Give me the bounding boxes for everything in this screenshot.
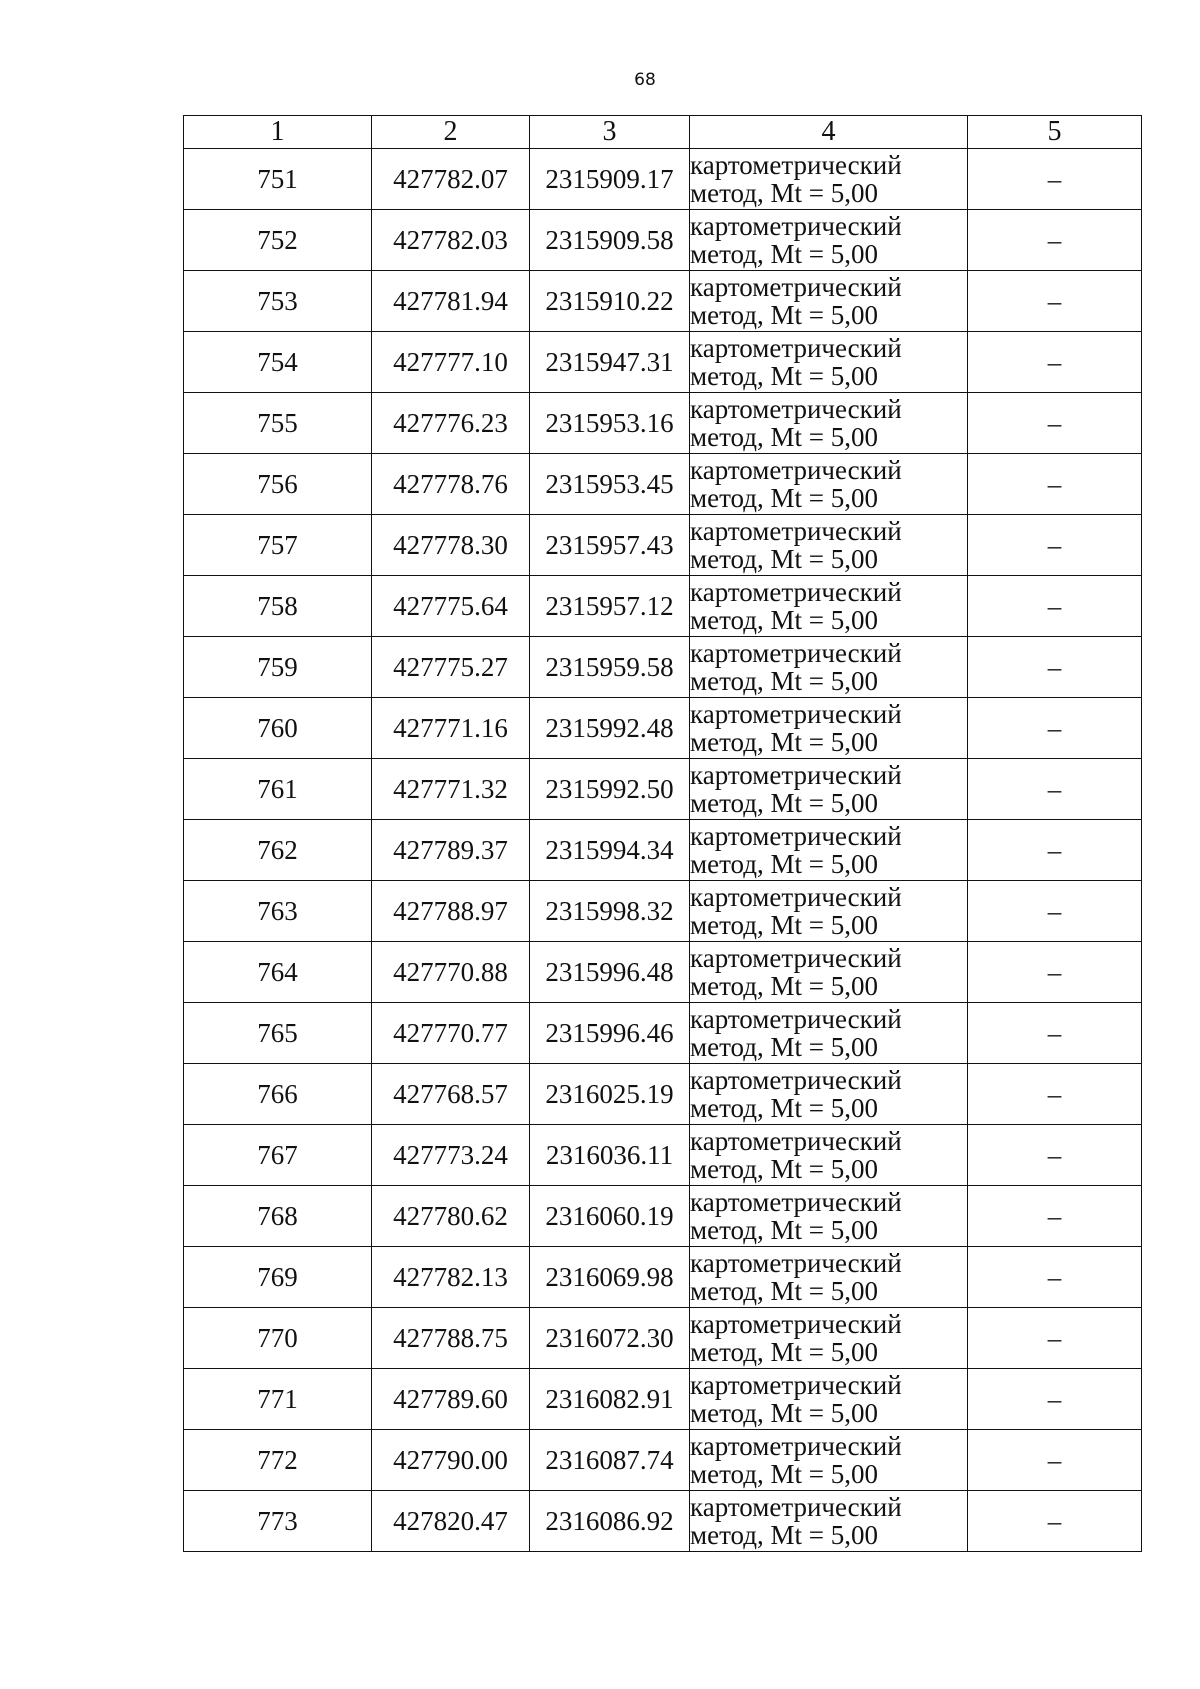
point-number-cell: 758 [184,576,372,637]
y-coordinate-cell: 2315994.34 [530,820,690,881]
x-coordinate-cell: 427781.94 [372,271,530,332]
y-coordinate-cell: 2315957.12 [530,576,690,637]
method-line-2: метод, Mt = 5,00 [690,605,878,635]
method-line-1: картометрический [690,1065,902,1095]
method-line-1: картометрический [690,1309,902,1339]
table-row [184,881,1142,942]
y-coordinate-cell: 2315998.32 [530,881,690,942]
method-cell [690,1430,968,1491]
table-row [184,1125,1142,1186]
table-row [184,1247,1142,1308]
column-5-cell: – [968,1247,1142,1308]
method-line-1: картометрический [690,821,902,851]
column-5-cell: – [968,576,1142,637]
x-coordinate-cell: 427789.37 [372,820,530,881]
table-row [184,1491,1142,1552]
method-line-1: картометрический [690,1126,902,1156]
point-number-cell: 753 [184,271,372,332]
column-5-cell: – [968,332,1142,393]
method-line-2: метод, Mt = 5,00 [690,422,878,452]
column-5-cell: – [968,1125,1142,1186]
method-line-1: картометрический [690,1248,902,1278]
method-line-2: метод, Mt = 5,00 [690,727,878,757]
x-coordinate-cell: 427771.16 [372,698,530,759]
method-cell [690,820,968,881]
method-line-1: картометрический [690,1370,902,1400]
point-number-cell: 756 [184,454,372,515]
method-cell [690,942,968,1003]
point-number-cell: 754 [184,332,372,393]
table-row [184,576,1142,637]
point-number-cell: 766 [184,1064,372,1125]
method-line-1: картометрический [690,211,902,241]
y-coordinate-cell: 2315959.58 [530,637,690,698]
method-line-1: картометрический [690,699,902,729]
table-row [184,332,1142,393]
method-cell [690,149,968,210]
table-row [184,515,1142,576]
table-row [184,698,1142,759]
point-number-cell: 763 [184,881,372,942]
method-cell [690,637,968,698]
table-row [184,1186,1142,1247]
x-coordinate-cell: 427768.57 [372,1064,530,1125]
method-cell [690,1064,968,1125]
method-line-2: метод, Mt = 5,00 [690,1337,878,1367]
column-5-cell: – [968,1064,1142,1125]
x-coordinate-cell: 427782.13 [372,1247,530,1308]
method-cell [690,1369,968,1430]
x-coordinate-cell: 427778.30 [372,515,530,576]
table-row [184,271,1142,332]
y-coordinate-cell: 2315996.46 [530,1003,690,1064]
method-line-1: картометрический [690,272,902,302]
x-coordinate-cell: 427775.64 [372,576,530,637]
method-line-1: картометрический [690,943,902,973]
method-cell [690,393,968,454]
table-row [184,454,1142,515]
y-coordinate-cell: 2316060.19 [530,1186,690,1247]
method-cell [690,1003,968,1064]
method-line-1: картометрический [690,516,902,546]
table-row [184,210,1142,271]
method-line-2: метод, Mt = 5,00 [690,666,878,696]
column-5-cell: – [968,1491,1142,1552]
x-coordinate-cell: 427788.97 [372,881,530,942]
y-coordinate-cell: 2316082.91 [530,1369,690,1430]
method-line-2: метод, Mt = 5,00 [690,483,878,513]
method-line-2: метод, Mt = 5,00 [690,239,878,269]
x-coordinate-cell: 427770.88 [372,942,530,1003]
table-row [184,1369,1142,1430]
method-line-2: метод, Mt = 5,00 [690,1154,878,1184]
y-coordinate-cell: 2315996.48 [530,942,690,1003]
method-cell [690,881,968,942]
method-line-1: картометрический [690,1492,902,1522]
method-line-2: метод, Mt = 5,00 [690,178,878,208]
method-line-1: картометрический [690,455,902,485]
point-number-cell: 761 [184,759,372,820]
table-row [184,820,1142,881]
column-5-cell: – [968,149,1142,210]
method-line-2: метод, Mt = 5,00 [690,1215,878,1245]
point-number-cell: 759 [184,637,372,698]
y-coordinate-cell: 2315909.17 [530,149,690,210]
x-coordinate-cell: 427789.60 [372,1369,530,1430]
method-line-2: метод, Mt = 5,00 [690,971,878,1001]
y-coordinate-cell: 2315953.16 [530,393,690,454]
column-5-cell: – [968,454,1142,515]
point-number-cell: 755 [184,393,372,454]
method-cell [690,454,968,515]
method-line-1: картометрический [690,577,902,607]
y-coordinate-cell: 2315957.43 [530,515,690,576]
method-cell [690,576,968,637]
method-line-2: метод, Mt = 5,00 [690,1032,878,1062]
table-row [184,1430,1142,1491]
header-col-2: 2 [372,116,530,149]
table-row [184,942,1142,1003]
point-number-cell: 752 [184,210,372,271]
column-5-cell: – [968,637,1142,698]
table-row [184,393,1142,454]
x-coordinate-cell: 427790.00 [372,1430,530,1491]
point-number-cell: 767 [184,1125,372,1186]
method-cell [690,698,968,759]
x-coordinate-cell: 427782.07 [372,149,530,210]
column-5-cell: – [968,515,1142,576]
point-number-cell: 765 [184,1003,372,1064]
method-line-1: картометрический [690,1004,902,1034]
x-coordinate-cell: 427771.32 [372,759,530,820]
x-coordinate-cell: 427788.75 [372,1308,530,1369]
x-coordinate-cell: 427778.76 [372,454,530,515]
column-5-cell: – [968,393,1142,454]
y-coordinate-cell: 2316072.30 [530,1308,690,1369]
column-5-cell: – [968,881,1142,942]
header-col-5: 5 [968,116,1142,149]
table-body [184,149,1142,1552]
x-coordinate-cell: 427775.27 [372,637,530,698]
point-number-cell: 764 [184,942,372,1003]
point-number-cell: 768 [184,1186,372,1247]
header-col-1: 1 [184,116,372,149]
method-line-2: метод, Mt = 5,00 [690,1459,878,1489]
method-line-1: картометрический [690,882,902,912]
method-line-1: картометрический [690,150,902,180]
column-5-cell: – [968,1186,1142,1247]
point-number-cell: 769 [184,1247,372,1308]
method-line-1: картометрический [690,333,902,363]
point-number-cell: 760 [184,698,372,759]
method-line-2: метод, Mt = 5,00 [690,910,878,940]
column-5-cell: – [968,1369,1142,1430]
method-cell [690,210,968,271]
table-header-row [184,116,1142,149]
table-row [184,149,1142,210]
method-line-2: метод, Mt = 5,00 [690,300,878,330]
method-line-2: метод, Mt = 5,00 [690,1093,878,1123]
column-5-cell: – [968,942,1142,1003]
table-row [184,637,1142,698]
column-5-cell: – [968,698,1142,759]
y-coordinate-cell: 2315992.50 [530,759,690,820]
method-cell [690,332,968,393]
method-cell [690,1125,968,1186]
table-row [184,1003,1142,1064]
header-col-3: 3 [530,116,690,149]
y-coordinate-cell: 2316036.11 [530,1125,690,1186]
point-number-cell: 757 [184,515,372,576]
column-5-cell: – [968,271,1142,332]
method-line-2: метод, Mt = 5,00 [690,1276,878,1306]
point-number-cell: 770 [184,1308,372,1369]
point-number-cell: 773 [184,1491,372,1552]
method-line-2: метод, Mt = 5,00 [690,544,878,574]
coordinates-table [183,115,1142,1552]
y-coordinate-cell: 2316069.98 [530,1247,690,1308]
y-coordinate-cell: 2315910.22 [530,271,690,332]
method-line-2: метод, Mt = 5,00 [690,849,878,879]
x-coordinate-cell: 427780.62 [372,1186,530,1247]
method-cell [690,1247,968,1308]
method-cell [690,759,968,820]
method-line-2: метод, Mt = 5,00 [690,1520,878,1550]
column-5-cell: – [968,1430,1142,1491]
x-coordinate-cell: 427770.77 [372,1003,530,1064]
table-row [184,759,1142,820]
method-line-1: картометрический [690,1431,902,1461]
column-5-cell: – [968,759,1142,820]
table-row [184,1308,1142,1369]
method-cell [690,1308,968,1369]
table-row [184,1064,1142,1125]
y-coordinate-cell: 2315947.31 [530,332,690,393]
method-cell [690,515,968,576]
method-cell [690,1491,968,1552]
x-coordinate-cell: 427820.47 [372,1491,530,1552]
method-line-2: метод, Mt = 5,00 [690,788,878,818]
y-coordinate-cell: 2315909.58 [530,210,690,271]
column-5-cell: – [968,210,1142,271]
header-col-4: 4 [690,116,968,149]
y-coordinate-cell: 2315992.48 [530,698,690,759]
y-coordinate-cell: 2316025.19 [530,1064,690,1125]
x-coordinate-cell: 427773.24 [372,1125,530,1186]
x-coordinate-cell: 427782.03 [372,210,530,271]
column-5-cell: – [968,1308,1142,1369]
point-number-cell: 771 [184,1369,372,1430]
x-coordinate-cell: 427777.10 [372,332,530,393]
method-cell [690,1186,968,1247]
column-5-cell: – [968,1003,1142,1064]
method-cell [690,271,968,332]
column-5-cell: – [968,820,1142,881]
method-line-1: картометрический [690,394,902,424]
page-number: 68 [634,70,656,90]
method-line-1: картометрический [690,760,902,790]
method-line-2: метод, Mt = 5,00 [690,1398,878,1428]
method-line-2: метод, Mt = 5,00 [690,361,878,391]
x-coordinate-cell: 427776.23 [372,393,530,454]
point-number-cell: 762 [184,820,372,881]
point-number-cell: 751 [184,149,372,210]
method-line-1: картометрический [690,638,902,668]
y-coordinate-cell: 2316086.92 [530,1491,690,1552]
point-number-cell: 772 [184,1430,372,1491]
y-coordinate-cell: 2315953.45 [530,454,690,515]
method-line-1: картометрический [690,1187,902,1217]
y-coordinate-cell: 2316087.74 [530,1430,690,1491]
